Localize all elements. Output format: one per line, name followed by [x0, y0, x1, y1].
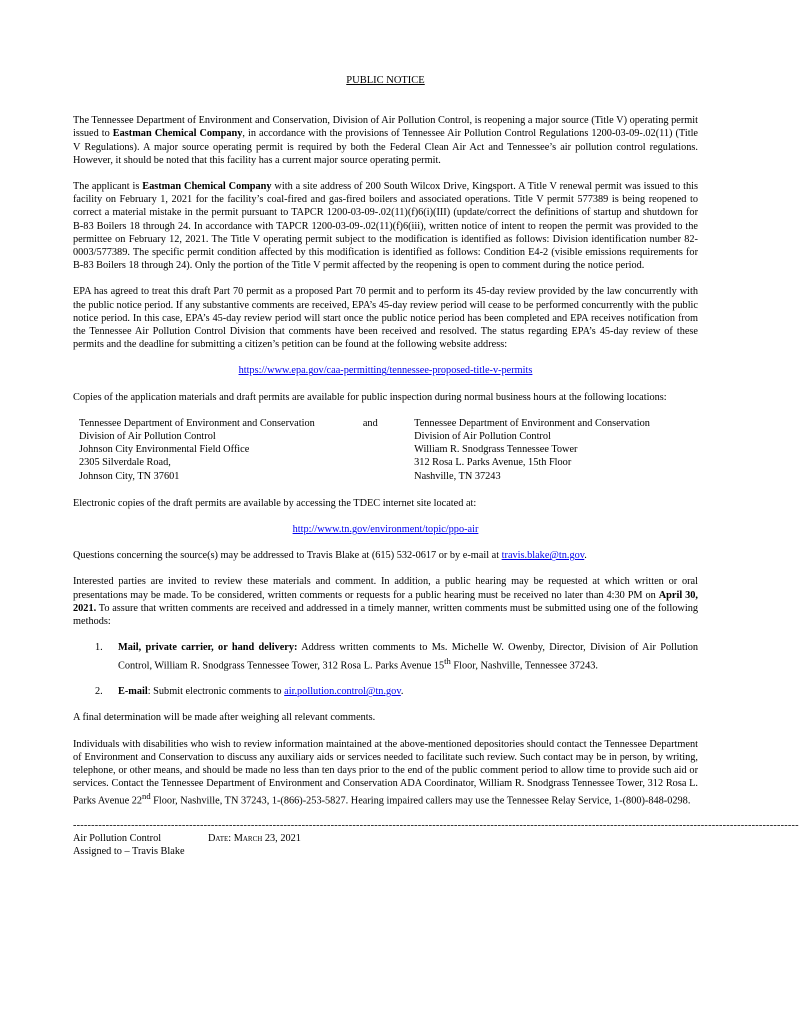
epa-review-paragraph: EPA has agreed to treat this draft Part 70 permit as a proposed Part 70 permit and to perform its 45-day review provided by the law concurrently with the public notice period. If any substantive comments are received, EPA’s 45-day review period will cease to be performed concurrently with the public notice period. In this case, EPA’s 45-day review period will start once the public notice period has been completed and EPA receives notification from the Tennessee Air Pollution Control Division that comments have been received and resolved. The status regarding EPA’s 45-day review of these permits and the deadline for submitting a citizen’s petition can be found at the following website address: — [73, 286, 698, 351]
company-name: Eastman Chemical Company — [112, 128, 243, 140]
johnson-city-address: Tennessee Department of Environment and Conservation Division of Air Pollution Control Johnson City Environmental Field Office 2305 Silverdale Road, Johnson City, TN 37601 — [79, 417, 315, 482]
intro-paragraph: The Tennessee Department of Environment and Conservation, Division of Air Pollution Control, is reopening a major source (Title V) operating permit issued to Eastman Chemical Company, in accordance with the provisions of Tennessee Air Pollution Control Regulations 1200-03-09-.02(11) (Title V Regulations). A major source operating permit is required by both the Federal Clean Air Act and Tennessee’s air pollution control regulations. However, it should be noted that this facility has a current major source operating permit. — [73, 115, 698, 166]
epa-link-row — [73, 364, 698, 377]
tdec-website-link[interactable]: http://www.tn.gov/environment/topic/ppo-air — [292, 524, 479, 536]
copies-paragraph: Copies of the application materials and draft permits are available for public inspection during normal business hours at the following locations: — [73, 391, 667, 403]
electronic-copies-paragraph: Electronic copies of the draft permits are available by accessing the TDEC internet site located at: — [73, 497, 477, 509]
epa-website-link[interactable]: https://www.epa.gov/caa-permitting/tennessee-proposed-title-v-permits — [238, 365, 533, 377]
list-item: 2. E-mail: Submit electronic comments to air.pollution.control@tn.gov. — [95, 686, 404, 698]
tdec-link-row — [73, 523, 698, 536]
footer-assigned: Assigned to – Travis Blake — [73, 846, 185, 858]
separator-line: -------------------------------------------------------------------------------------------------------------------------------------------------------------------------------------------------------- — [73, 819, 799, 831]
final-determination-paragraph: A final determination will be made after weighing all relevant comments. — [73, 712, 376, 724]
footer — [73, 832, 698, 845]
contact-email-link[interactable]: travis.blake@tn.gov — [501, 550, 585, 562]
locations-block — [79, 417, 698, 483]
accessibility-paragraph: Individuals with disabilities who wish to review information maintained at the above-mentioned depositories should contact the Tennessee Department of Environment and Conservation to discuss any auxiliary aids or services needed to facilitate such review. Such contact may be in person, by writing, telephone, or other means, and should be made no less than ten days prior to the end of the public comment period to allow time to provide such aid or services. Contact the Tennessee Department of Environment and Conservation ADA Coordinator, William R. Snodgrass Tennessee Tower, 312 Rosa L. Parks Avenue 22nd Floor, Nashville, TN 37243, 1-(866)-253-5827. Hearing impaired callers may use the Tennessee Relay Service, 1-(800)-848-0298. — [73, 738, 698, 807]
footer-date: Date: March 23, 2021 — [208, 832, 301, 844]
applicant-paragraph: The applicant is Eastman Chemical Company with a site address of 200 South Wilcox Drive, Kingsport. A Title V renewal permit was issued to this facility on February 1, 2021 for the facility’s coal-fired and gas-fired boilers and associated operations. Title V permit 577389 is being reopened to correct a material mistake in the permit pursuant to TAPCR 1200-03-09-.02(11)(f)6(i)(III) (update/correct the definitions of startup and shutdown for B-83 Boilers 18 through 24. In accordance with TAPCR 1200-03-09-.02(11)(f)6(iii), written notice of intent to reopen the permit was provided to the permittee on February 12, 2021. The Title V operating permit subject to the modification is identified as follows: Division identification number 82-0003/577389. The specific permit condition affected by this modification is identified as follows: Condition E4-2 (visible emissions requirements for B-83 Boilers 18 through 24). Only the portion of the Title V permit affected by the reopening is open to comment during the notice period. — [73, 181, 699, 272]
list-item: 1. Mail, private carrier, or hand delivery: Address written comments to Ms. Michelle W. Owenby, Director, Division of Air Pollution Control, William R. Snodgrass Tennessee Tower, 312 Rosa L. Parks Avenue 15th Floor, Nashville, Tennessee 37243. — [95, 642, 698, 671]
deadline-date: April 30, 2021. — [73, 589, 698, 614]
nashville-address: Tennessee Department of Environment and Conservation Division of Air Pollution Control William R. Snodgrass Tennessee Tower 312 Rosa L. Parks Avenue, 15th Floor Nashville, TN 37243 — [414, 417, 650, 482]
comments-paragraph: Interested parties are invited to review these materials and comment. In addition, a public hearing may be requested at which written or oral presentations may be made. To be considered, written comments or requests for a public hearing must be received no later than 4:30 PM on April 30, 2021. To assure that written comments are received and addressed in a timely manner, written comments must be submitted using one of the following methods: — [73, 576, 698, 628]
submission-email-link[interactable]: air.pollution.control@tn.gov — [284, 686, 401, 698]
address-and: and — [362, 417, 378, 429]
footer-department: Air Pollution Control — [73, 832, 162, 844]
company-name: Eastman Chemical Company — [142, 181, 272, 193]
questions-paragraph: Questions concerning the source(s) may be addressed to Travis Blake at (615) 532-0617 or by e-mail at travis.blake@tn.gov. — [73, 550, 587, 562]
page-title: PUBLIC NOTICE — [346, 75, 425, 86]
